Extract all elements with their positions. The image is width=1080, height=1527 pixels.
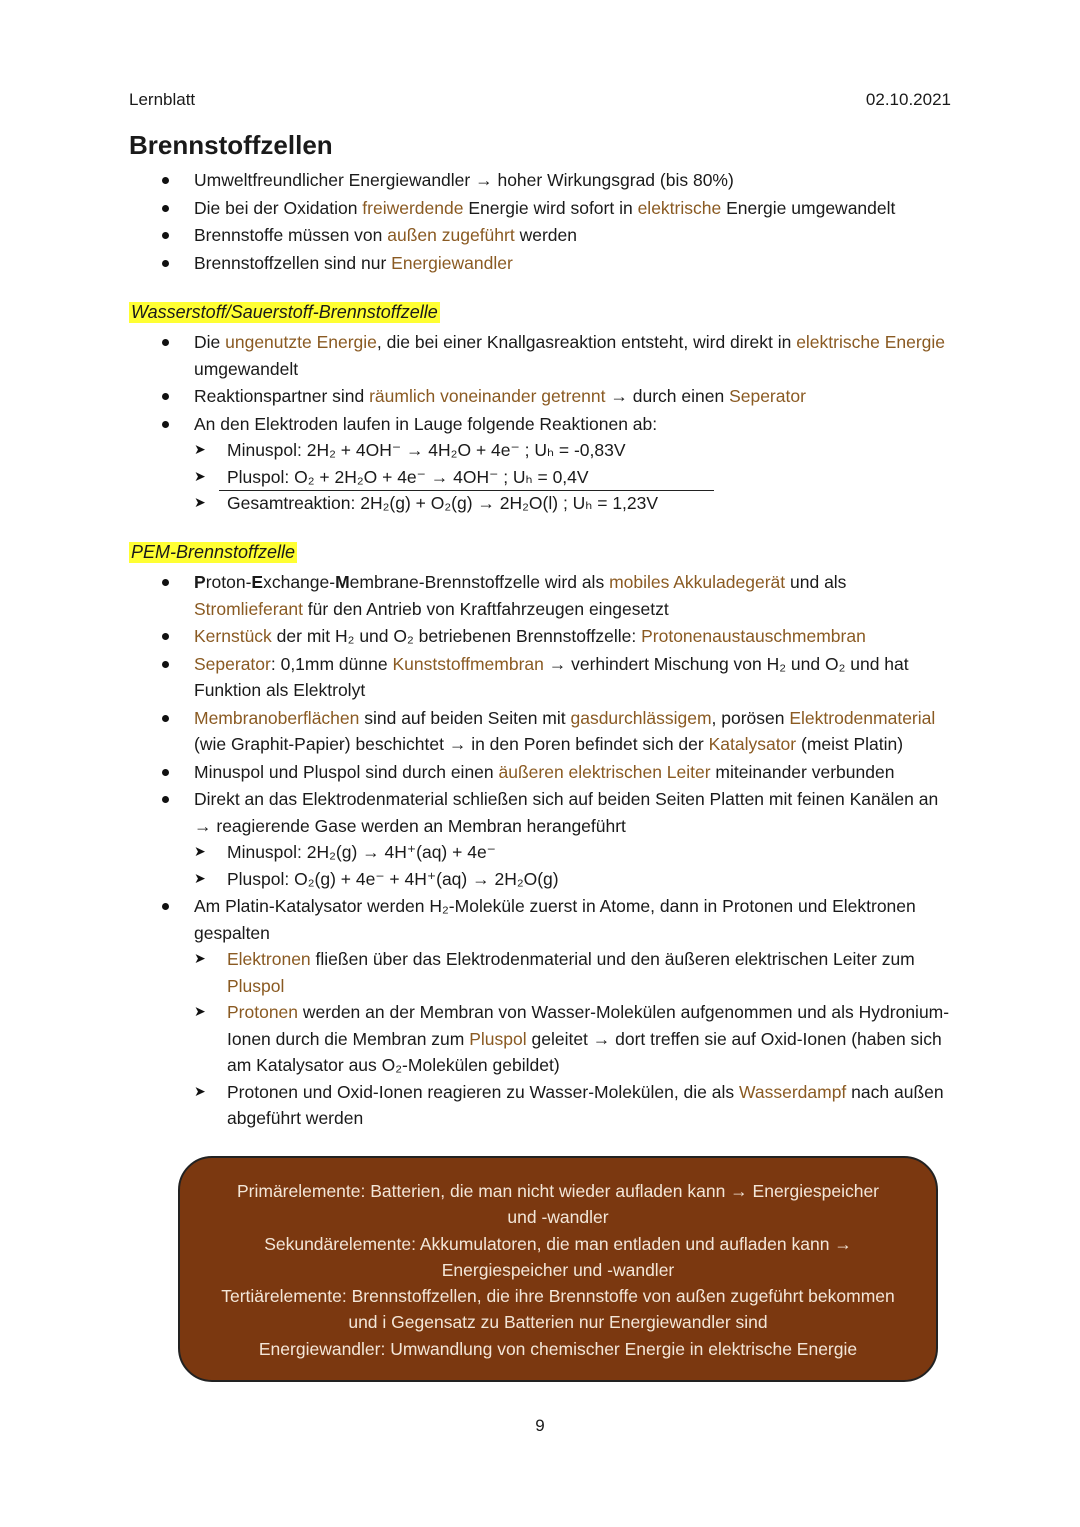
sub-item: ➤ Protonen und Oxid-Ionen reagieren zu Wasser-Molekülen, die als Wasserdampf nach außen abgeführt werden: [0, 1079, 1080, 1132]
list-item: Brennstoffe müssen von außen zugeführt werden: [0, 222, 1080, 249]
reaction-total: ➤ Gesamtreaktion: 2H₂(g) + O₂(g) → 2H₂O(l) ; Uₕ = 1,23V: [0, 490, 1080, 517]
sum-line: [219, 490, 714, 491]
list-item: Am Platin-Katalysator werden H₂-Moleküle zuerst in Atome, dann in Protonen und Elektronen gespalten: [0, 893, 1080, 946]
list-item: Umweltfreundlicher Energiewandler → hoher Wirkungsgrad (bis 80%): [0, 167, 1080, 194]
h2o2-list: [0, 329, 1080, 517]
list-item: Seperator: 0,1mm dünne Kunststoffmembran → verhindert Mischung von H₂ und O₂ und hat Funktion als Elektrolyt: [0, 651, 1080, 704]
header-date: 02.10.2021: [865, 90, 951, 109]
reaction-plus: ➤ Pluspol: O₂ + 2H₂O + 4e⁻ → 4OH⁻ ; Uₕ = 0,4V: [0, 464, 1080, 491]
list-item: Membranoberflächen sind auf beiden Seiten mit gasdurchlässigem, porösen Elektrodenmaterial (wie Graphit-Papier) beschichtet → in den Poren befindet sich der Katalysator (meist Platin): [0, 705, 1080, 758]
list-item: Kernstück der mit H₂ und O₂ betriebenen Brennstoffzelle: Protonenaustauschmembran: [0, 623, 1080, 650]
list-item: Reaktionspartner sind räumlich voneinander getrennt → durch einen Seperator: [0, 383, 1080, 410]
sub-item: ➤ Protonen werden an der Membran von Wasser-Molekülen aufgenommen und als Hydronium-Ionen durch die Membran zum Pluspol geleitet → dort treffen sie auf Oxid-Ionen (haben sich am Katalysator aus O₂-Molekülen gebildet): [0, 999, 1080, 1079]
list-item: Brennstoffzellen sind nur Energiewandler: [0, 250, 1080, 277]
section-heading-pem: PEM-Brennstoffzelle: [131, 542, 296, 562]
list-item: Die ungenutzte Energie, die bei einer Knallgasreaktion entsteht, wird direkt in elektrische Energie umgewandelt: [0, 329, 1080, 382]
summary-box: [178, 1156, 938, 1382]
list-item: Die bei der Oxidation freiwerdende Energie wird sofort in elektrische Energie umgewandelt: [0, 195, 1080, 222]
list-item: Minuspol und Pluspol sind durch einen äußeren elektrischen Leiter miteinander verbunden: [0, 759, 1080, 786]
list-item: Proton-Exchange-Membrane-Brennstoffzelle wird als mobiles Akkuladegerät und als Stromlieferant für den Antrieb von Kraftfahrzeugen eingesetzt: [0, 569, 1080, 622]
box-line-converter: Energiewandler: Umwandlung von chemischer Energie in elektrische Energie: [258, 1338, 858, 1359]
sub-item: ➤ Elektronen fließen über das Elektrodenmaterial und den äußeren elektrischen Leiter zum Pluspol: [0, 946, 1080, 999]
list-item: Direkt an das Elektrodenmaterial schließen sich auf beiden Seiten Platten mit feinen Kanälen an → reagierende Gase werden an Membran herangeführt: [0, 786, 1080, 839]
list-item: An den Elektroden laufen in Lauge folgende Reaktionen ab:: [0, 411, 1080, 438]
box-line-primary: Primärelemente: Batterien, die man nicht wieder aufladen kann → Energiespeicher und -wandler: [236, 1181, 879, 1228]
section-heading-h2o2: Wasserstoff/Sauerstoff-Brennstoffzelle: [131, 302, 438, 322]
reaction-plus: ➤ Pluspol: O₂(g) + 4e⁻ + 4H⁺(aq) → 2H₂O(g): [0, 866, 1080, 893]
page-number: 9: [535, 1416, 545, 1435]
reaction-minus: ➤ Minuspol: 2H₂(g) → 4H⁺(aq) + 4e⁻: [0, 839, 1080, 866]
pem-list: [0, 569, 1080, 1132]
intro-list: [0, 167, 1080, 276]
reaction-minus: ➤ Minuspol: 2H₂ + 4OH⁻ → 4H₂O + 4e⁻ ; Uₕ = -0,83V: [0, 437, 1080, 464]
page-title: Brennstoffzellen: [129, 130, 333, 160]
header-title: Lernblatt: [129, 90, 196, 109]
box-line-secondary: Sekundärelemente: Akkumulatoren, die man entladen und aufladen kann → Energiespeicher und -wandler: [264, 1233, 852, 1280]
box-line-tertiary: Tertiärelemente: Brennstoffzellen, die ihre Brennstoffe von außen zugeführt bekommen und i Gegensatz zu Batterien nur Energiewandler sind: [221, 1286, 895, 1333]
